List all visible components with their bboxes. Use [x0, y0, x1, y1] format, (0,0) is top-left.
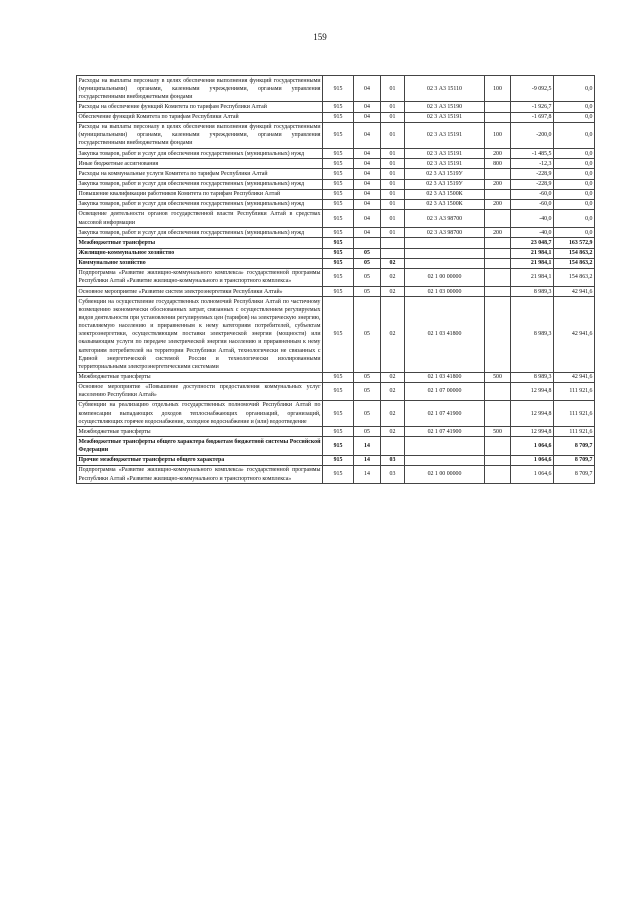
cell-name: Подпрограмма «Развитие жилищно-коммунального комплекса» государственной программы Республики Алтай «Развитие жилищно-коммунального и транспортного комплекса» — [77, 465, 323, 483]
table-row — [77, 122, 595, 148]
cell-section: 14 — [354, 455, 381, 465]
budget-table — [76, 75, 595, 484]
table-row — [77, 382, 595, 400]
table-row — [77, 112, 595, 122]
cell-name: Закупка товаров, работ и услуг для обеспечения государственных (муниципальных) нужд — [77, 199, 323, 209]
cell-expense-type — [485, 189, 511, 199]
cell-subsection: 02 — [381, 268, 405, 286]
cell-expense-type — [485, 465, 511, 483]
cell-name: Межбюджетные трансферты общего характера бюджетам бюджетной системы Российской Федерации — [77, 437, 323, 455]
cell-amount-1: -200,0 — [511, 122, 554, 148]
cell-amount-1: 1 064,6 — [511, 437, 554, 455]
cell-expense-type — [485, 382, 511, 400]
cell-expense-type: 500 — [485, 372, 511, 382]
cell-target-article: 02 1 03 41800 — [405, 372, 485, 382]
cell-subsection: 03 — [381, 455, 405, 465]
cell-amount-1: -1 697,8 — [511, 112, 554, 122]
cell-section: 04 — [354, 169, 381, 179]
cell-section: 05 — [354, 248, 381, 258]
cell-amount-2: 163 572,9 — [554, 238, 595, 248]
cell-amount-1: 12 994,8 — [511, 400, 554, 426]
cell-target-article — [405, 248, 485, 258]
cell-amount-1: -60,0 — [511, 199, 554, 209]
page-number: 159 — [313, 32, 327, 42]
cell-section: 04 — [354, 122, 381, 148]
cell-amount-1: 21 984,1 — [511, 268, 554, 286]
cell-expense-type — [485, 400, 511, 426]
table-row — [77, 455, 595, 465]
table-row — [77, 238, 595, 248]
cell-subsection: 01 — [381, 169, 405, 179]
table-row — [77, 102, 595, 112]
cell-target-article: 02 3 А3 15191 — [405, 149, 485, 159]
cell-amount-2: 154 863,2 — [554, 268, 595, 286]
cell-section: 05 — [354, 258, 381, 268]
cell-target-article — [405, 437, 485, 455]
cell-amount-2: 42 941,6 — [554, 372, 595, 382]
cell-section: 05 — [354, 382, 381, 400]
cell-target-article: 02 1 03 41800 — [405, 297, 485, 372]
cell-amount-2: 0,0 — [554, 209, 595, 227]
cell-name: Подпрограмма «Развитие жилищно-коммунального комплекса» государственной программы Республики Алтай «Развитие жилищно-коммунального и транспортного комплекса» — [77, 268, 323, 286]
cell-section: 04 — [354, 102, 381, 112]
cell-target-article: 02 3 А3 15110 — [405, 76, 485, 102]
cell-target-article: 02 3 А3 1500К — [405, 189, 485, 199]
cell-name: Основное мероприятие «Развитие систем электроэнергетики Республики Алтай» — [77, 287, 323, 297]
cell-name: Субвенции на осуществление государственных полномочий Республики Алтай по частичному возмещению экономически обоснованных затрат, связанных с осуществлением регулируемых видов деятельности при установлении регулируемых цен (тарифов) на электрическую энергию, поставляемую населению и приравненным к нему категориям потребителей, субъектам электроэнергетики, осуществляющим поставки электрической энергии (мощности) или оказывающим услуги по передаче электрической энергии населению и приравненным к нему категориям потребителей на территории Республики Алтай, технологически не связанных с Единой энергетической системой России и технологически изолированными территориальными электроэнергетическими системами — [77, 297, 323, 372]
table-row — [77, 372, 595, 382]
cell-section: 04 — [354, 159, 381, 169]
table-body — [77, 76, 595, 484]
cell-grbs: 915 — [323, 122, 354, 148]
cell-amount-2: 8 709,7 — [554, 455, 595, 465]
cell-amount-2: 0,0 — [554, 112, 595, 122]
cell-expense-type — [485, 209, 511, 227]
cell-expense-type: 100 — [485, 76, 511, 102]
cell-target-article: 02 3 А3 1519У — [405, 179, 485, 189]
cell-expense-type: 500 — [485, 427, 511, 437]
cell-expense-type — [485, 455, 511, 465]
cell-expense-type — [485, 268, 511, 286]
cell-amount-1: 8 989,3 — [511, 372, 554, 382]
cell-subsection: 02 — [381, 400, 405, 426]
cell-section — [354, 238, 381, 248]
cell-expense-type — [485, 238, 511, 248]
table-row — [77, 159, 595, 169]
cell-amount-2: 154 863,2 — [554, 248, 595, 258]
cell-amount-1: -1 485,5 — [511, 149, 554, 159]
cell-expense-type: 800 — [485, 159, 511, 169]
cell-name: Жилищно-коммунальное хозяйство — [77, 248, 323, 258]
cell-grbs: 915 — [323, 372, 354, 382]
cell-section: 04 — [354, 76, 381, 102]
cell-amount-2: 111 921,6 — [554, 382, 595, 400]
cell-subsection: 02 — [381, 297, 405, 372]
table-row — [77, 228, 595, 238]
cell-name: Расходы на обеспечение функций Комитета по тарифам Республики Алтай — [77, 102, 323, 112]
cell-amount-2: 0,0 — [554, 159, 595, 169]
cell-amount-1: 12 994,8 — [511, 382, 554, 400]
cell-expense-type — [485, 102, 511, 112]
cell-amount-1: 23 048,7 — [511, 238, 554, 248]
cell-amount-2: 111 921,6 — [554, 427, 595, 437]
cell-target-article: 02 1 07 00000 — [405, 382, 485, 400]
cell-grbs: 915 — [323, 258, 354, 268]
cell-amount-2: 0,0 — [554, 76, 595, 102]
cell-name: Расходы на выплаты персоналу в целях обеспечения выполнения функций государственными (муниципальными) органами, казенными учреждениями, органами управления государственными внебюджетными фондами — [77, 76, 323, 102]
cell-target-article: 02 1 03 00000 — [405, 287, 485, 297]
cell-name: Межбюджетные трансферты — [77, 427, 323, 437]
cell-amount-1: -9 092,5 — [511, 76, 554, 102]
cell-section: 05 — [354, 268, 381, 286]
cell-target-article — [405, 238, 485, 248]
cell-target-article: 02 1 00 00000 — [405, 268, 485, 286]
cell-section: 05 — [354, 427, 381, 437]
cell-grbs: 915 — [323, 297, 354, 372]
table-row — [77, 189, 595, 199]
cell-amount-1: 21 984,1 — [511, 248, 554, 258]
cell-expense-type: 200 — [485, 179, 511, 189]
table-row — [77, 248, 595, 258]
table-row — [77, 465, 595, 483]
cell-section: 04 — [354, 179, 381, 189]
cell-grbs: 915 — [323, 112, 354, 122]
cell-amount-2: 8 709,7 — [554, 465, 595, 483]
table-row — [77, 179, 595, 189]
cell-name: Иные бюджетные ассигнования — [77, 159, 323, 169]
cell-target-article: 02 1 00 00000 — [405, 465, 485, 483]
table-row — [77, 209, 595, 227]
cell-expense-type — [485, 169, 511, 179]
cell-name: Основное мероприятие «Повышение доступности предоставления коммунальных услуг населению Республики Алтай» — [77, 382, 323, 400]
table-row — [77, 199, 595, 209]
cell-amount-1: -60,0 — [511, 189, 554, 199]
cell-target-article: 02 3 А3 98700 — [405, 209, 485, 227]
table-row — [77, 76, 595, 102]
cell-amount-2: 0,0 — [554, 102, 595, 112]
table-row — [77, 149, 595, 159]
cell-expense-type: 200 — [485, 199, 511, 209]
cell-expense-type — [485, 287, 511, 297]
table-row — [77, 169, 595, 179]
cell-grbs: 915 — [323, 248, 354, 258]
cell-grbs: 915 — [323, 179, 354, 189]
cell-amount-2: 0,0 — [554, 179, 595, 189]
cell-grbs: 915 — [323, 465, 354, 483]
cell-grbs: 915 — [323, 427, 354, 437]
cell-subsection: 02 — [381, 382, 405, 400]
cell-name: Освещение деятельности органов государственной власти Республики Алтай в средствах массовой информации — [77, 209, 323, 227]
cell-target-article — [405, 258, 485, 268]
cell-expense-type — [485, 258, 511, 268]
cell-amount-2: 0,0 — [554, 149, 595, 159]
cell-amount-2: 42 941,6 — [554, 287, 595, 297]
cell-amount-1: 8 989,3 — [511, 297, 554, 372]
table-row — [77, 297, 595, 372]
cell-grbs: 915 — [323, 382, 354, 400]
cell-amount-1: -12,3 — [511, 159, 554, 169]
cell-subsection — [381, 248, 405, 258]
cell-name: Межбюджетные трансферты — [77, 372, 323, 382]
cell-amount-1: 21 984,1 — [511, 258, 554, 268]
cell-section: 04 — [354, 199, 381, 209]
cell-subsection: 01 — [381, 76, 405, 102]
cell-subsection: 01 — [381, 102, 405, 112]
cell-subsection: 01 — [381, 189, 405, 199]
cell-name: Закупка товаров, работ и услуг для обеспечения государственных (муниципальных) нужд — [77, 149, 323, 159]
table-row — [77, 258, 595, 268]
cell-amount-1: -40,0 — [511, 228, 554, 238]
cell-target-article: 02 1 07 41900 — [405, 427, 485, 437]
cell-grbs: 915 — [323, 238, 354, 248]
cell-grbs: 915 — [323, 437, 354, 455]
cell-grbs: 915 — [323, 159, 354, 169]
cell-name: Закупка товаров, работ и услуг для обеспечения государственных (муниципальных) нужд — [77, 179, 323, 189]
table-row — [77, 437, 595, 455]
cell-grbs: 915 — [323, 209, 354, 227]
cell-section: 05 — [354, 372, 381, 382]
cell-subsection: 01 — [381, 122, 405, 148]
cell-name: Обеспечение функций Комитета по тарифам Республики Алтай — [77, 112, 323, 122]
cell-grbs: 915 — [323, 268, 354, 286]
cell-amount-1: -228,9 — [511, 179, 554, 189]
cell-name: Расходы на коммунальные услуги Комитета по тарифам Республики Алтай — [77, 169, 323, 179]
cell-section: 05 — [354, 297, 381, 372]
cell-amount-1: -1 926,7 — [511, 102, 554, 112]
cell-subsection: 03 — [381, 465, 405, 483]
cell-subsection: 01 — [381, 112, 405, 122]
cell-section: 04 — [354, 189, 381, 199]
cell-expense-type — [485, 437, 511, 455]
cell-amount-2: 0,0 — [554, 189, 595, 199]
cell-name: Субвенции на реализацию отдельных государственных полномочий Республики Алтай по компенсации выпадающих доходов теплоснабжающих организаций, организаций, осуществляющих горячее водоснабжение, холодное водоснабжение и (или) водоотведение — [77, 400, 323, 426]
cell-section: 04 — [354, 149, 381, 159]
cell-subsection — [381, 238, 405, 248]
cell-grbs: 915 — [323, 228, 354, 238]
cell-target-article: 02 3 А3 15191 — [405, 159, 485, 169]
cell-target-article: 02 1 07 41900 — [405, 400, 485, 426]
cell-section: 04 — [354, 228, 381, 238]
cell-subsection: 01 — [381, 199, 405, 209]
cell-section: 05 — [354, 287, 381, 297]
cell-amount-1: 8 989,3 — [511, 287, 554, 297]
cell-subsection: 02 — [381, 258, 405, 268]
cell-name: Межбюджетные трансферты — [77, 238, 323, 248]
cell-expense-type: 200 — [485, 149, 511, 159]
cell-grbs: 915 — [323, 149, 354, 159]
cell-target-article: 02 3 А3 15191 — [405, 112, 485, 122]
cell-expense-type: 200 — [485, 228, 511, 238]
cell-grbs: 915 — [323, 102, 354, 112]
cell-expense-type: 100 — [485, 122, 511, 148]
table-row — [77, 400, 595, 426]
cell-section: 04 — [354, 112, 381, 122]
cell-subsection: 02 — [381, 287, 405, 297]
cell-subsection: 01 — [381, 159, 405, 169]
cell-grbs: 915 — [323, 287, 354, 297]
cell-amount-2: 0,0 — [554, 122, 595, 148]
cell-name: Прочие межбюджетные трансферты общего характера — [77, 455, 323, 465]
cell-expense-type — [485, 297, 511, 372]
cell-subsection — [381, 437, 405, 455]
cell-target-article: 02 3 А3 1519У — [405, 169, 485, 179]
cell-subsection: 01 — [381, 179, 405, 189]
cell-target-article: 02 3 А3 15191 — [405, 122, 485, 148]
cell-amount-2: 8 709,7 — [554, 437, 595, 455]
cell-amount-2: 0,0 — [554, 228, 595, 238]
cell-amount-1: -228,9 — [511, 169, 554, 179]
cell-section: 14 — [354, 465, 381, 483]
cell-grbs: 915 — [323, 400, 354, 426]
cell-amount-2: 0,0 — [554, 199, 595, 209]
table-row — [77, 268, 595, 286]
cell-grbs: 915 — [323, 169, 354, 179]
cell-name: Расходы на выплаты персоналу в целях обеспечения выполнения функций государственными (муниципальными) органами, казенными учреждениями, органами управления государственными внебюджетными фондами — [77, 122, 323, 148]
cell-name: Коммунальное хозяйство — [77, 258, 323, 268]
cell-amount-1: -40,0 — [511, 209, 554, 227]
cell-expense-type — [485, 112, 511, 122]
cell-grbs: 915 — [323, 199, 354, 209]
table-row — [77, 287, 595, 297]
cell-grbs: 915 — [323, 455, 354, 465]
cell-grbs: 915 — [323, 76, 354, 102]
cell-target-article: 02 3 А3 1500К — [405, 199, 485, 209]
cell-name: Закупка товаров, работ и услуг для обеспечения государственных (муниципальных) нужд — [77, 228, 323, 238]
cell-subsection: 01 — [381, 149, 405, 159]
cell-subsection: 01 — [381, 209, 405, 227]
cell-subsection: 02 — [381, 372, 405, 382]
cell-amount-1: 1 064,6 — [511, 455, 554, 465]
cell-subsection: 02 — [381, 427, 405, 437]
cell-section: 05 — [354, 400, 381, 426]
cell-target-article: 02 3 А3 98700 — [405, 228, 485, 238]
cell-amount-2: 0,0 — [554, 169, 595, 179]
cell-section: 14 — [354, 437, 381, 455]
cell-subsection: 01 — [381, 228, 405, 238]
cell-target-article: 02 3 А3 15190 — [405, 102, 485, 112]
cell-amount-2: 111 921,6 — [554, 400, 595, 426]
cell-section: 04 — [354, 209, 381, 227]
cell-name: Повышение квалификации работников Комитета по тарифам Республики Алтай — [77, 189, 323, 199]
table-row — [77, 427, 595, 437]
cell-amount-2: 154 863,2 — [554, 258, 595, 268]
cell-grbs: 915 — [323, 189, 354, 199]
cell-amount-1: 12 994,8 — [511, 427, 554, 437]
cell-amount-2: 42 941,6 — [554, 297, 595, 372]
cell-amount-1: 1 064,6 — [511, 465, 554, 483]
cell-target-article — [405, 455, 485, 465]
cell-expense-type — [485, 248, 511, 258]
